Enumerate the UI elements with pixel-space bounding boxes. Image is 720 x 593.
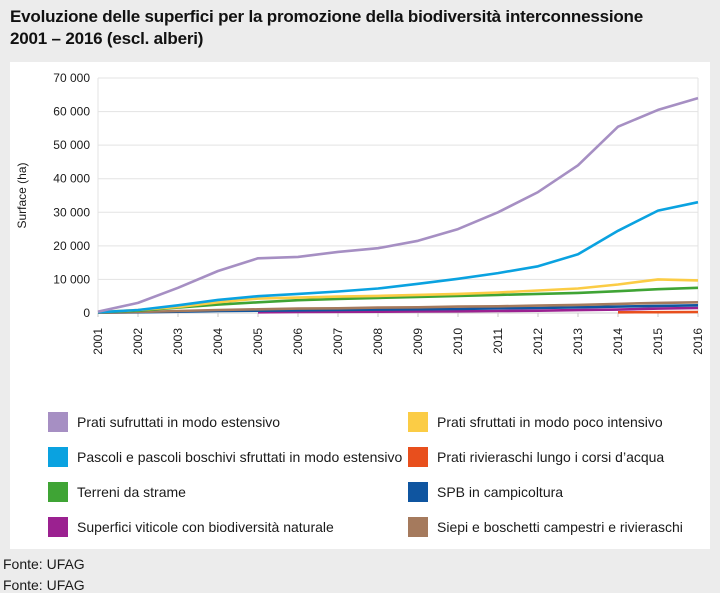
y-tick-label: 10 000 (53, 272, 90, 286)
y-tick-label: 0 (83, 306, 90, 320)
legend-swatch (408, 447, 428, 467)
chart-legend (48, 412, 702, 537)
legend-label: Terreni da strame (77, 484, 186, 500)
y-tick-label: 70 000 (53, 71, 90, 85)
legend-swatch (408, 482, 428, 502)
legend-label: Superfici viticole con biodiversità naturale (77, 519, 334, 535)
legend-label: Prati rivieraschi lungo i corsi d’acqua (437, 449, 664, 465)
legend-swatch (48, 412, 68, 432)
x-tick-label: 2008 (371, 328, 385, 355)
x-tick-label: 2015 (651, 328, 665, 355)
x-tick-label: 2010 (451, 328, 465, 355)
x-tick-label: 2011 (491, 328, 505, 354)
y-tick-label: 60 000 (53, 105, 90, 119)
legend-swatch (408, 517, 428, 537)
x-tick-label: 2004 (211, 328, 225, 355)
y-axis-labels (53, 71, 90, 320)
line-chart (10, 70, 710, 370)
y-axis-title: Surface (ha) (15, 162, 29, 228)
x-tick-label: 2007 (331, 328, 345, 355)
x-tick-label: 2001 (91, 328, 105, 355)
legend-swatch (48, 517, 68, 537)
y-tick-label: 30 000 (53, 205, 90, 219)
legend-item (408, 412, 702, 432)
x-tick-label: 2014 (611, 328, 625, 355)
x-tick-label: 2013 (571, 328, 585, 355)
x-tick-label: 2002 (131, 328, 145, 355)
legend-label: Pascoli e pascoli boschivi sfruttati in modo estensivo (77, 449, 402, 465)
legend-swatch (48, 482, 68, 502)
x-axis-ticks (98, 313, 698, 317)
legend-item (48, 482, 408, 502)
chart-card (10, 62, 710, 549)
x-tick-label: 2006 (291, 328, 305, 355)
series-lines (98, 98, 698, 313)
page-title: Evoluzione delle superfici per la promozione della biodiversità interconnessione 2001 – 2016 (escl. alberi) (10, 6, 670, 51)
legend-item (48, 447, 408, 467)
legend-label: SPB in campicoltura (437, 484, 563, 500)
legend-label: Prati sufruttati in modo estensivo (77, 414, 280, 430)
clipped-text-line: Fonte: UFAG (3, 577, 85, 583)
x-tick-label: 2003 (171, 328, 185, 355)
x-tick-label: 2005 (251, 328, 265, 355)
legend-item (408, 482, 702, 502)
y-tick-label: 40 000 (53, 172, 90, 186)
legend-label: Prati sfruttati in modo poco intensivo (437, 414, 663, 430)
legend-item (48, 517, 408, 537)
y-tick-label: 50 000 (53, 138, 90, 152)
x-tick-label: 2012 (531, 328, 545, 355)
legend-item (408, 517, 702, 537)
legend-item (408, 447, 702, 467)
y-tick-label: 20 000 (53, 239, 90, 253)
x-tick-label: 2009 (411, 328, 425, 355)
gridlines (98, 78, 698, 313)
legend-swatch (48, 447, 68, 467)
legend-label: Siepi e boschetti campestri e rivieraschi (437, 519, 683, 535)
source-note: Fonte: UFAG (3, 556, 85, 572)
legend-swatch (408, 412, 428, 432)
x-axis-labels (91, 328, 705, 355)
x-tick-label: 2016 (691, 328, 705, 355)
legend-item (48, 412, 408, 432)
